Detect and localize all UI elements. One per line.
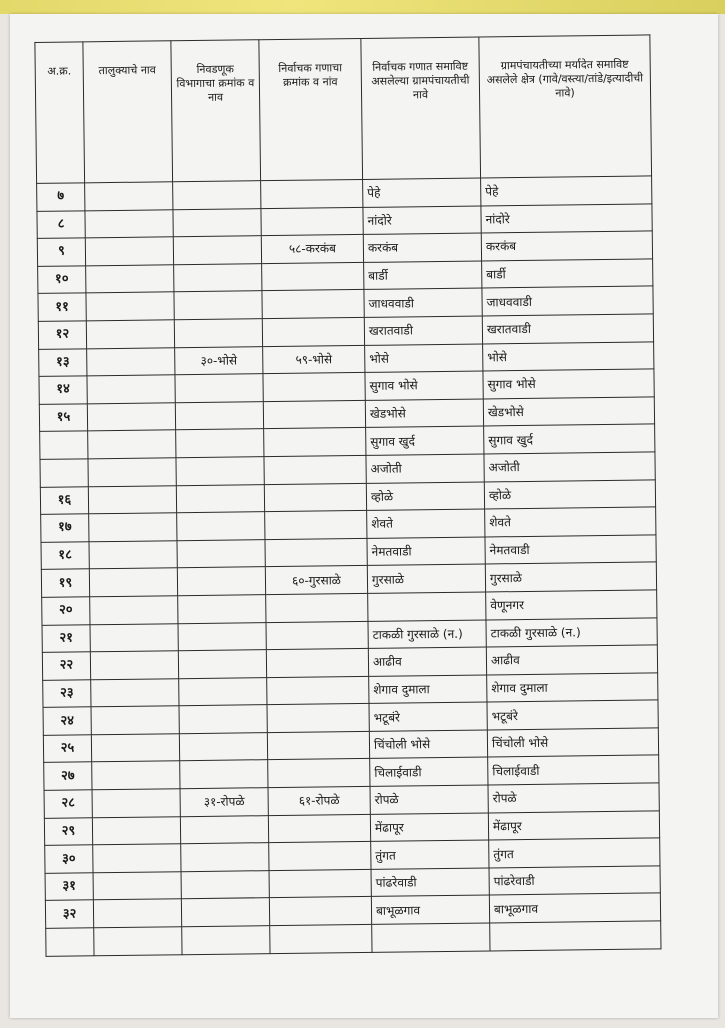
cell-gan	[268, 759, 370, 788]
cell-division	[181, 843, 269, 872]
cell-area: तुंगत	[489, 838, 660, 868]
cell-serial: ३०	[45, 845, 93, 873]
cell-gram-panchayat: टाकळी गुरसाळे (न.)	[368, 619, 486, 648]
cell-serial: २४	[43, 707, 91, 735]
cell-area: अजोती	[484, 452, 655, 482]
cell-gram-panchayat: शेवते	[367, 509, 485, 538]
cell-area: नांदोरे	[481, 204, 652, 234]
cell-gram-panchayat: भोसे	[365, 344, 483, 373]
cell-division	[181, 898, 269, 927]
cell-serial: २९	[44, 817, 92, 845]
cell-gram-panchayat	[372, 923, 490, 952]
cell-taluka	[86, 292, 174, 321]
cell-area: गुरसाळे	[485, 562, 656, 592]
cell-taluka	[93, 899, 181, 928]
cell-serial: १६	[40, 486, 88, 514]
cell-gram-panchayat: सुगाव खुर्द	[366, 426, 484, 455]
cell-area: बार्डी	[482, 259, 653, 289]
cell-gram-panchayat: भटूबंरे	[369, 702, 487, 731]
table-header-row	[35, 35, 652, 184]
cell-area: चिंचोली भोसे	[487, 728, 658, 758]
cell-division	[178, 595, 266, 624]
cell-division	[179, 705, 267, 734]
cell-area: करकंब	[481, 231, 652, 261]
cell-area: जाधववाडी	[482, 286, 653, 316]
cell-gram-panchayat: चिंचोली भोसे	[369, 730, 487, 759]
cell-division	[180, 760, 268, 789]
cell-division	[175, 401, 263, 430]
cell-taluka	[85, 237, 173, 266]
cell-area: खरातवाडी	[482, 314, 653, 344]
table-body	[37, 176, 661, 956]
cell-gram-panchayat: खेडभोसे	[365, 399, 483, 428]
cell-taluka	[93, 844, 181, 873]
cell-taluka	[92, 789, 180, 818]
cell-serial: २१	[42, 624, 90, 652]
cell-area: भोसे	[483, 341, 654, 371]
cell-gram-panchayat: आढीव	[368, 647, 486, 676]
cell-taluka	[88, 430, 176, 459]
cell-gan	[264, 428, 366, 457]
cell-gram-panchayat: शेगाव दुमाला	[369, 675, 487, 704]
cell-gan: ६०-गुरसाळे	[265, 566, 367, 595]
cell-serial: ९	[37, 238, 85, 266]
cell-gram-panchayat: मेंढापूर	[370, 813, 488, 842]
cell-division	[177, 567, 265, 596]
cell-gan	[269, 897, 371, 926]
cell-division	[174, 291, 262, 320]
cell-serial: २३	[43, 679, 91, 707]
cell-gan	[261, 207, 363, 236]
cell-gram-panchayat: रोपळे	[370, 785, 488, 814]
cell-division	[182, 926, 270, 955]
cell-gan	[268, 814, 370, 843]
cell-taluka	[91, 706, 179, 735]
cell-division	[173, 181, 261, 210]
cell-area: रोपळे	[488, 783, 659, 813]
cell-gan	[269, 842, 371, 871]
cell-taluka	[91, 678, 179, 707]
cell-serial: २२	[42, 652, 90, 680]
cell-gram-panchayat: करकंब	[363, 233, 481, 262]
cell-taluka	[88, 458, 176, 487]
cell-taluka	[93, 872, 181, 901]
cell-gan	[270, 924, 372, 953]
header-division: निवडणूक विभागाचा क्रमांक व नाव	[171, 40, 261, 182]
cell-serial: ३२	[45, 900, 93, 928]
cell-taluka	[87, 347, 175, 376]
cell-area: आढीव	[486, 645, 657, 675]
cell-serial: १८	[41, 542, 89, 570]
cell-taluka	[85, 209, 173, 238]
cell-serial: १४	[39, 376, 87, 404]
cell-gan	[266, 593, 368, 622]
cell-taluka	[86, 320, 174, 349]
header-gan: निर्वाचक गणाचा क्रमांक व नांव	[259, 38, 363, 180]
cell-division	[176, 484, 264, 513]
cell-division	[175, 374, 263, 403]
cell-division	[173, 208, 261, 237]
cell-division	[177, 539, 265, 568]
cell-gan	[261, 179, 363, 208]
cell-taluka	[90, 623, 178, 652]
cell-taluka	[91, 734, 179, 763]
cell-gan	[267, 704, 369, 733]
cell-division	[178, 650, 266, 679]
cell-serial: १७	[41, 514, 89, 542]
cell-taluka	[90, 651, 178, 680]
header-serial: अ.क्र.	[35, 42, 85, 184]
cell-taluka	[94, 927, 182, 956]
ward-table	[34, 34, 661, 956]
cell-gan	[264, 455, 366, 484]
cell-taluka	[87, 375, 175, 404]
cell-division	[178, 622, 266, 651]
cell-gram-panchayat: बाभूळगाव	[371, 895, 489, 924]
cell-serial	[40, 431, 88, 459]
cell-serial: १९	[41, 569, 89, 597]
cell-taluka	[92, 761, 180, 790]
cell-gan	[263, 400, 365, 429]
cell-gram-panchayat: गुरसाळे	[367, 564, 485, 593]
cell-gan	[265, 538, 367, 567]
cell-gram-panchayat: बार्डी	[364, 261, 482, 290]
cell-taluka	[87, 402, 175, 431]
cell-division	[174, 319, 262, 348]
cell-serial: २७	[44, 762, 92, 790]
cell-taluka	[89, 568, 177, 597]
cell-gram-panchayat: नांदोरे	[363, 206, 481, 235]
cell-taluka	[85, 182, 173, 211]
cell-area: व्होळे	[484, 479, 655, 509]
cell-gram-panchayat: नेमतवाडी	[367, 537, 485, 566]
cell-division	[176, 429, 264, 458]
cell-division: ३१-रोपळे	[180, 788, 268, 817]
cell-gan	[262, 290, 364, 319]
cell-serial: ८	[37, 210, 85, 238]
cell-area	[490, 921, 661, 951]
cell-serial: १२	[38, 321, 86, 349]
cell-division	[179, 733, 267, 762]
cell-area: नेमतवाडी	[485, 535, 656, 565]
cell-division	[173, 236, 261, 265]
cell-gan	[264, 483, 366, 512]
cell-serial: १५	[39, 404, 87, 432]
header-area: ग्रामपंचायतीच्या मर्यादेत समाविष्ट असलेले क्षेत्र (गावे/वस्त्या/तांडे/इत्यादीची नावे)	[479, 35, 652, 178]
cell-serial: १३	[39, 348, 87, 376]
cell-area: खेडभोसे	[483, 397, 654, 427]
cell-gram-panchayat: अजोती	[366, 454, 484, 483]
cell-gan: ५९-भोसे	[263, 345, 365, 374]
cell-gram-panchayat	[368, 592, 486, 621]
cell-taluka	[90, 596, 178, 625]
cell-area: मेंढापूर	[488, 811, 659, 841]
cell-serial: २०	[42, 597, 90, 625]
cell-division	[177, 512, 265, 541]
cell-division: ३०-भोसे	[175, 346, 263, 375]
cell-gan	[266, 621, 368, 650]
cell-serial	[46, 928, 94, 956]
cell-gram-panchayat: पांढरेवाडी	[371, 868, 489, 897]
cell-gan	[269, 869, 371, 898]
cell-gram-panchayat: चिलाईवाडी	[370, 757, 488, 786]
cell-gan	[266, 649, 368, 678]
cell-area: पांढरेवाडी	[489, 866, 660, 896]
cell-taluka	[86, 265, 174, 294]
cell-gan	[262, 317, 364, 346]
cell-area: पेहे	[481, 176, 652, 206]
cell-area: भटूबंरे	[487, 700, 658, 730]
cell-area: बाभूळगाव	[489, 893, 660, 923]
cell-area: वेणूनगर	[486, 590, 657, 620]
cell-gan	[267, 731, 369, 760]
header-gram-panchayat: निर्वाचक गणात समाविष्ट असलेल्या ग्रामपंचायतीची नावे	[361, 37, 481, 179]
cell-gan	[267, 676, 369, 705]
cell-serial	[40, 459, 88, 487]
cell-gram-panchayat: व्होळे	[366, 482, 484, 511]
cell-area: शेगाव दुमाला	[487, 673, 658, 703]
cell-serial: ७	[37, 183, 85, 211]
cell-gan	[262, 262, 364, 291]
cell-gram-panchayat: तुंगत	[371, 840, 489, 869]
cell-serial: २८	[44, 790, 92, 818]
cell-area: टाकळी गुरसाळे (न.)	[486, 617, 657, 647]
cell-area: चिलाईवाडी	[488, 755, 659, 785]
cell-gan: ६१-रोपळे	[268, 786, 370, 815]
cell-division	[181, 870, 269, 899]
cell-area: सुगाव भोसे	[483, 369, 654, 399]
cell-taluka	[89, 540, 177, 569]
cell-gram-panchayat: सुगाव भोसे	[365, 371, 483, 400]
cell-serial: १०	[38, 266, 86, 294]
cell-division	[179, 677, 267, 706]
cell-serial: ११	[38, 293, 86, 321]
header-taluka: तालुक्याचे नाव	[83, 41, 173, 183]
cell-area: शेवते	[485, 507, 656, 537]
cell-area: सुगाव खुर्द	[484, 424, 655, 454]
cell-serial: ३१	[45, 873, 93, 901]
cell-serial: २५	[43, 735, 91, 763]
cell-taluka	[88, 485, 176, 514]
cell-gan	[265, 511, 367, 540]
cell-division	[180, 815, 268, 844]
cell-gram-panchayat: खरातवाडी	[364, 316, 482, 345]
cell-division	[174, 263, 262, 292]
cell-division	[176, 457, 264, 486]
cell-gan	[263, 373, 365, 402]
cell-gram-panchayat: जाधववाडी	[364, 288, 482, 317]
cell-taluka	[92, 816, 180, 845]
cell-taluka	[89, 513, 177, 542]
cell-gan: ५८-करकंब	[261, 235, 363, 264]
cell-gram-panchayat: पेहे	[363, 178, 481, 207]
